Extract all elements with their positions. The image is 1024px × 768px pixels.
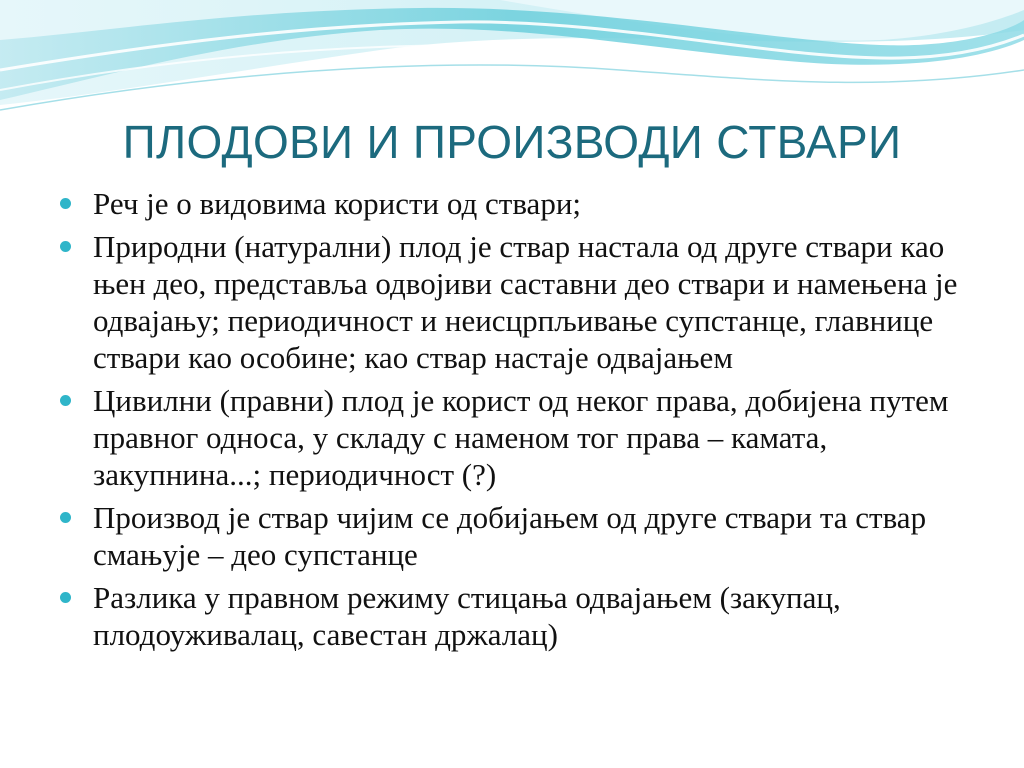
bullet-item <box>60 185 960 222</box>
bullet-list <box>60 185 960 659</box>
bullet-text: Реч је о видовима користи од ствари; <box>93 186 582 221</box>
bullet-text: Разлика у правном режиму стицања одвајањем (закупац, плодоуживалац, савестан држалац) <box>93 580 841 652</box>
bullet-item <box>60 499 960 573</box>
bullet-item <box>60 382 960 493</box>
bullet-item <box>60 228 960 376</box>
bullet-dot-icon <box>60 592 71 603</box>
bullet-dot-icon <box>60 241 71 252</box>
bullet-dot-icon <box>60 198 71 209</box>
bullet-dot-icon <box>60 512 71 523</box>
bullet-text: Природни (натурални) плод је ствар настала од друге ствари као њен део, представља одвојиви саставни део ствари и намењена је одвајању; периодичност и неисцрпљивање супстанце, главнице ствари као особине; као ствар настаје одвајањем <box>93 229 958 375</box>
bullet-text: Производ је ствар чијим се добијањем од друге ствари та ствар смањује – део супстанце <box>93 500 927 572</box>
slide-title: ПЛОДОВИ И ПРОИЗВОДИ СТВАРИ <box>122 116 902 168</box>
bullet-dot-icon <box>60 395 71 406</box>
bullet-item <box>60 579 960 653</box>
bullet-text: Цивилни (правни) плод је корист од неког права, добијена путем правног односа, у складу с наменом тог права – камата, закупнина...; периодичност (?) <box>93 383 949 492</box>
